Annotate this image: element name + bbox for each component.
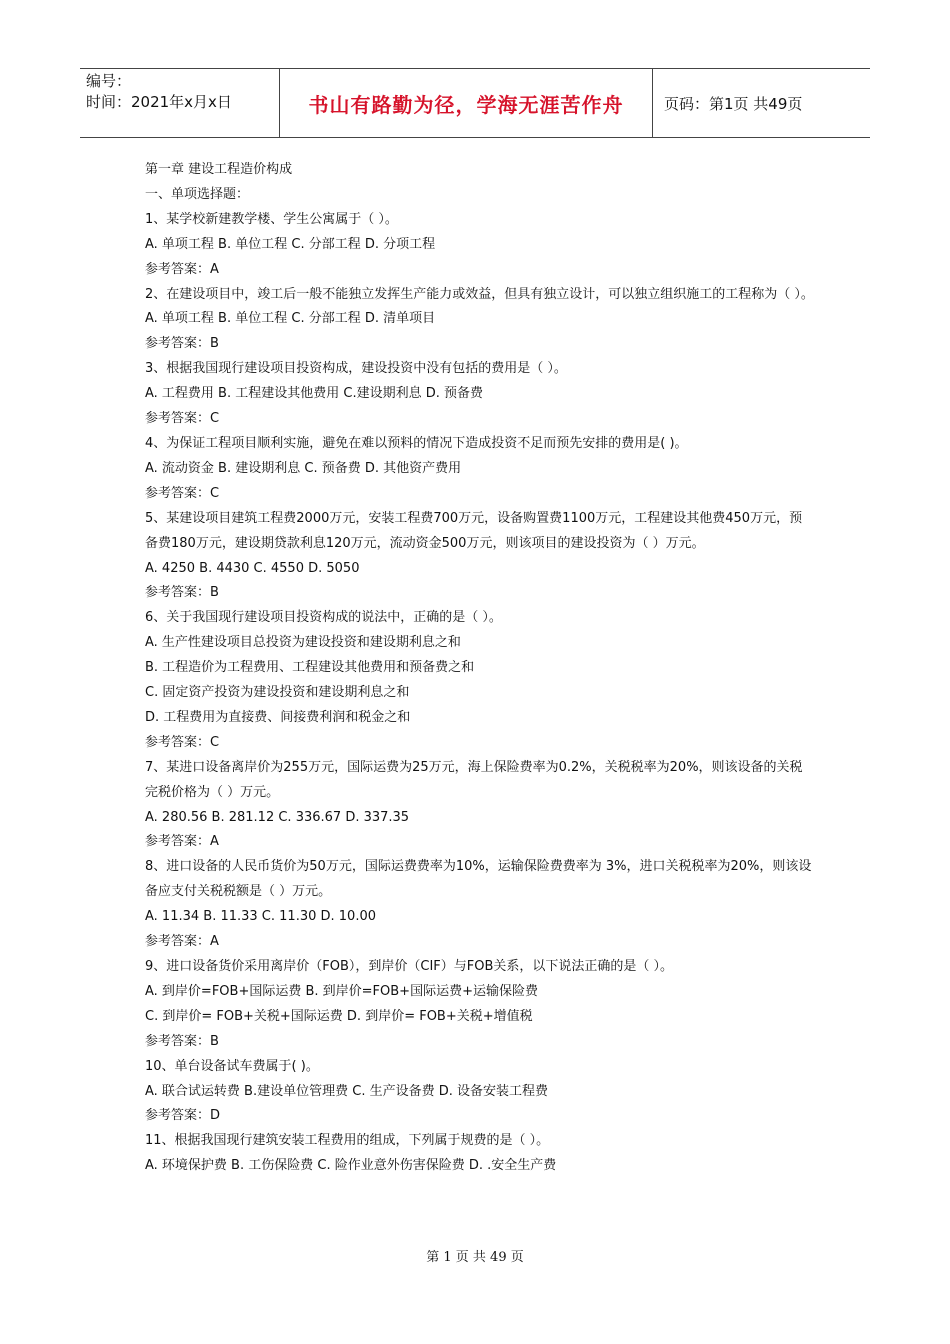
option-c: C. 固定资产投资为建设投资和建设期利息之和	[145, 685, 410, 701]
question-options: A. 工程费用 B. 工程建设其他费用 C.建设期利息 D. 预备费	[145, 386, 483, 402]
answer-line: 参考答案：A	[145, 261, 219, 277]
question-text: 2、在建设项目中，竣工后一般不能独立发挥生产能力或效益，但具有独立设计，可以独立组织施工的工程称为（ ）。	[145, 286, 814, 302]
question-text: 9、进口设备货价采用离岸价（FOB），到岸价（CIF）与FOB关系，以下说法正确的是（ ）。	[145, 959, 674, 974]
question-options: A. 流动资金 B. 建设期利息 C. 预备费 D. 其他资产费用	[145, 460, 462, 476]
question-text: 5、某建设项目建筑工程费2000万元，安装工程费700万元，设备购置费1100万元，工程建设其他费450万元，预备费180万元，建设期贷款利息120万元，流动资金500万元，则该项目的建设投资为（ ）万元。	[145, 510, 803, 551]
question-text: 3、根据我国现行建设项目投资构成，建设投资中没有包括的费用是（ ）。	[145, 361, 567, 377]
question-text: 7、某进口设备离岸价为255万元，国际运费为25万元，海上保险费率为0.2%，关税税率为20%，则该设备的关税完税价格为（ ）万元。	[145, 759, 803, 800]
section-title: 一、单项选择题：	[145, 186, 250, 202]
page-header	[80, 68, 870, 138]
answer-line: 参考答案：B	[145, 336, 219, 352]
question-options: A. 单项工程 B. 单位工程 C. 分部工程 D. 分项工程	[145, 236, 436, 252]
answer-line: 参考答案：D	[145, 1108, 221, 1124]
question-text: 8、进口设备的人民币货价为50万元，国际运费费率为10%，运输保险费费率为 3%，进口关税税率为20%，则该设备应支付关税税额是（ ）万元。	[145, 859, 812, 900]
page-info: 页码：第1页 共49页	[664, 94, 803, 113]
answer-line: 参考答案：B	[145, 585, 219, 601]
time-label: 时间：2021年x月x日	[86, 93, 232, 111]
chapter-title: 第一章 建设工程造价构成	[145, 162, 293, 177]
header-meta-cell	[80, 69, 280, 137]
question-options: A. 环境保护费 B. 工伤保险费 C. 险作业意外伤害保险费 D. .安全生产费	[145, 1158, 557, 1174]
question-options: A. 单项工程 B. 单位工程 C. 分部工程 D. 清单项目	[145, 311, 436, 327]
question-text: 4、为保证工程项目顺利实施，避免在难以预料的情况下造成投资不足而预先安排的费用是( )。	[145, 435, 688, 451]
question-options: A. 280.56 B. 281.12 C. 336.67 D. 337.35	[145, 809, 410, 825]
question-options: A. 4250 B. 4430 C. 4550 D. 5050	[145, 560, 360, 576]
answer-line: 参考答案：C	[145, 734, 220, 750]
answer-line: 参考答案：B	[145, 1033, 219, 1049]
page-footer: 第 1 页 共 49 页	[426, 1250, 524, 1265]
question-options: A. 到岸价=FOB+国际运费 B. 到岸价=FOB+国际运费+运输保险费	[145, 983, 538, 999]
answer-line: 参考答案：A	[145, 834, 219, 850]
option-a: A. 生产性建设项目总投资为建设投资和建设期利息之和	[145, 635, 461, 651]
question-text: 10、单台设备试车费属于( )。	[145, 1058, 319, 1074]
question-text: 6、关于我国现行建设项目投资构成的说法中，正确的是（ ）。	[145, 610, 502, 626]
motto: 书山有路勤为径，学海无涯苦作舟	[280, 69, 653, 137]
option-d: D. 工程费用为直接费、间接费利润和税金之和	[145, 709, 411, 725]
number-label: 编号：	[86, 72, 132, 90]
document-body	[145, 158, 815, 1179]
answer-line: 参考答案：C	[145, 485, 220, 501]
option-b: B. 工程造价为工程费用、工程建设其他费用和预备费之和	[145, 660, 475, 676]
question-text: 1、某学校新建教学楼、学生公寓属于（ ）。	[145, 211, 398, 227]
question-options: A. 联合试运转费 B.建设单位管理费 C. 生产设备费 D. 设备安装工程费	[145, 1083, 548, 1099]
answer-line: 参考答案：A	[145, 934, 219, 950]
question-options: A. 11.34 B. 11.33 C. 11.30 D. 10.00	[145, 909, 376, 925]
question-text: 11、根据我国现行建筑安装工程费用的组成，下列属于规费的是（ ）。	[145, 1133, 550, 1149]
question-options: C. 到岸价= FOB+关税+国际运费 D. 到岸价= FOB+关税+增值税	[145, 1008, 533, 1024]
answer-line: 参考答案：C	[145, 411, 220, 427]
